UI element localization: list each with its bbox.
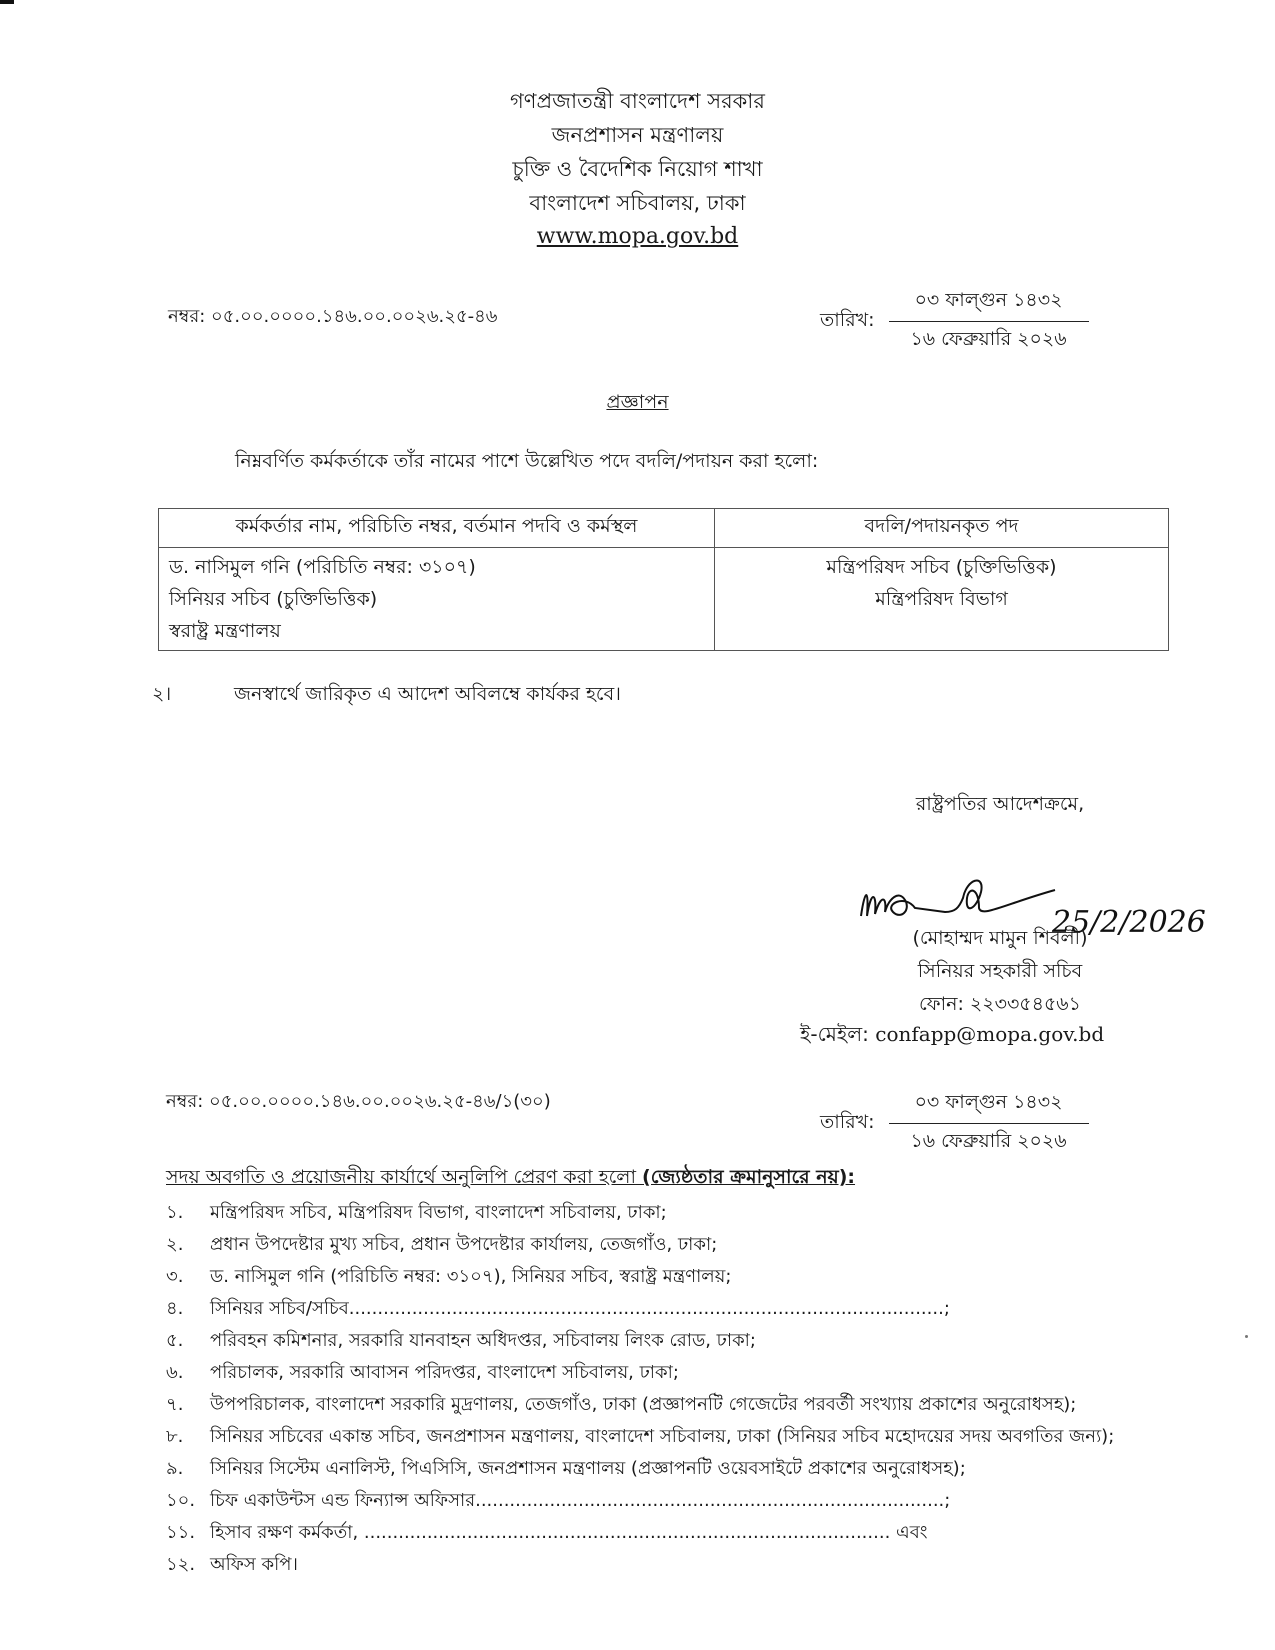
order-paragraph <box>152 680 621 712</box>
memo-date <box>820 286 1089 357</box>
list-item-number: ৯. <box>166 1458 184 1479</box>
list-item-text: উপপরিচালক, বাংলাদেশ সরকারি মুদ্রণালয়, তেজগাঁও, ঢাকা (প্রজ্ঞাপনটি গেজেটের পরবর্তী সংখ্যায় প্রকাশের অনুরোধসহ); <box>210 1394 1077 1415</box>
list-item-number: ৬. <box>166 1362 184 1383</box>
list-item <box>166 1517 1114 1549</box>
transfer-table <box>158 508 1169 651</box>
notice-intro: নিম্নবর্ণিত কর্মকর্তাকে তাঁর নামের পাশে উল্লেখিত পদে বদলি/পদায়ন করা হলো: <box>235 450 819 472</box>
list-item-number: ৮. <box>166 1426 184 1447</box>
scan-speck <box>1245 1335 1248 1338</box>
table-header-posting: বদলি/পদায়নকৃত পদ <box>715 509 1169 548</box>
list-item <box>166 1453 1114 1485</box>
signature-date-text: 25/2/2026 <box>1052 905 1206 940</box>
letterhead-government: গণপ্রজাতন্ত্রী বাংলাদেশ সরকার <box>510 89 765 113</box>
letterhead <box>0 84 1275 254</box>
recipient-list <box>166 1197 1114 1581</box>
list-item <box>166 1293 1114 1325</box>
signatory-phone: ফোন: ২২৩৩৫৪৫৬১ <box>919 993 1081 1015</box>
list-item <box>166 1549 1114 1581</box>
letterhead-address: বাংলাদেশ সচিবালয়, ঢাকা <box>529 191 746 215</box>
memo-reference-number: নম্বর: ০৫.০০.০০০০.১৪৬.০০.০০২৬.২৫-৪৬ <box>168 306 498 327</box>
list-item-text: পরিচালক, সরকারি আবাসন পরিদপ্তর, বাংলাদেশ সচিবালয়, ঢাকা; <box>210 1362 679 1383</box>
list-item-text: মন্ত্রিপরিষদ সচিব, মন্ত্রিপরিষদ বিভাগ, বাংলাদেশ সচিবালয়, ঢাকা; <box>210 1202 667 1223</box>
list-item-number: ১১. <box>166 1522 196 1543</box>
list-item-text: চিফ একাউন্টস এন্ড ফিন্যান্স অফিসার..................................................................................; <box>210 1490 951 1511</box>
letterhead-website-link[interactable]: www.mopa.gov.bd <box>536 224 739 249</box>
list-item <box>166 1325 1114 1357</box>
officer-workplace: স্বরাষ্ট্র মন্ত্রণালয় <box>169 620 281 642</box>
list-item-number: ৫. <box>166 1330 184 1351</box>
officer-cell <box>159 548 715 651</box>
posting-division: মন্ত্রিপরিষদ বিভাগ <box>875 588 1008 610</box>
table-row <box>159 548 1169 651</box>
copy-reference-number: নম্বর: ০৫.০০.০০০০.১৪৬.০০.০০২৬.২৫-৪৬/১(৩০) <box>166 1091 551 1112</box>
list-item-number: ৭. <box>166 1394 184 1415</box>
list-item-number: ১০. <box>166 1490 196 1511</box>
list-item <box>166 1197 1114 1229</box>
list-item-number: ১২. <box>166 1554 196 1575</box>
scan-corner-mark <box>0 0 14 4</box>
list-item-number: ৩. <box>166 1266 184 1287</box>
signatory-email-row <box>800 1020 1104 1053</box>
list-item-text: ড. নাসিমুল গনি (পরিচিতি নম্বর: ৩১০৭), সিনিয়র সচিব, স্বরাষ্ট্র মন্ত্রণালয়; <box>210 1266 732 1287</box>
list-item-text: সিনিয়র সিস্টেম এনালিস্ট, পিএসিসি, জনপ্রশাসন মন্ত্রণালয় (প্রজ্ঞাপনটি ওয়েবসাইটে প্রকাশের অনুরোধসহ); <box>210 1458 966 1479</box>
table-header-officer: কর্মকর্তার নাম, পরিচিতি নম্বর, বর্তমান পদবি ও কর্মস্থল <box>159 509 715 548</box>
notice-title <box>0 388 1275 420</box>
letterhead-ministry: জনপ্রশাসন মন্ত্রণালয় <box>551 123 724 147</box>
paragraph-text: জনস্বার্থে জারিকৃত এ আদেশ অবিলম্বে কার্যকর হবে। <box>234 683 621 705</box>
list-item <box>166 1229 1114 1261</box>
table-header-row <box>159 509 1169 548</box>
list-item-text: সিনিয়র সচিব/সচিব........................................................................................................; <box>210 1298 950 1319</box>
signatory-designation: সিনিয়র সহকারী সচিব <box>917 960 1083 982</box>
copy-date <box>820 1088 1089 1159</box>
list-item-number: ৪. <box>166 1298 184 1319</box>
officer-designation: সিনিয়র সচিব (চুক্তিভিত্তিক) <box>169 588 378 610</box>
email-link[interactable]: confapp@mopa.gov.bd <box>875 1022 1105 1046</box>
list-item-text: প্রধান উপদেষ্টার মুখ্য সচিব, প্রধান উপদেষ্টার কার্যালয়, তেজগাঁও, ঢাকা; <box>210 1234 718 1255</box>
list-item <box>166 1357 1114 1389</box>
copy-date-label: তারিখ: <box>820 1110 875 1133</box>
list-item <box>166 1421 1114 1453</box>
copy-list-heading <box>166 1163 855 1195</box>
list-item <box>166 1485 1114 1517</box>
letterhead-branch: চুক্তি ও বৈদেশিক নিয়োগ শাখা <box>512 157 763 181</box>
email-label: ই-মেইল: <box>800 1022 869 1046</box>
notice-title-text: প্রজ্ঞাপন <box>606 391 669 413</box>
memo-date-label: তারিখ: <box>820 308 875 331</box>
list-item <box>166 1261 1114 1293</box>
officer-name: ড. নাসিমুল গনি (পরিচিতি নম্বর: ৩১০৭) <box>169 556 476 578</box>
order-line: রাষ্ট্রপতির আদেশক্রমে, <box>915 793 1085 815</box>
copy-date-gregorian: ১৬ ফেব্রুয়ারি ২০২৬ <box>910 1130 1067 1152</box>
signatory-name: (মোহাম্মদ মামুন শিবলী) <box>912 927 1088 949</box>
list-item-text: পরিবহন কমিশনার, সরকারি যানবাহন অধিদপ্তর, সচিবালয় লিংক রোড, ঢাকা; <box>210 1330 756 1351</box>
posting-cell <box>715 548 1169 651</box>
copy-heading-bold: (জ্যেষ্ঠতার ক্রমানুসারে নয়): <box>642 1166 856 1188</box>
list-item-text: অফিস কপি। <box>210 1554 298 1575</box>
memo-date-bangla: ০৩ ফাল্গুন ১৪৩২ <box>889 286 1089 322</box>
list-item-text: হিসাব রক্ষণ কর্মকর্তা, ............................................................................................ এবং <box>210 1522 928 1543</box>
posting-designation: মন্ত্রিপরিষদ সচিব (চুক্তিভিত্তিক) <box>826 556 1057 578</box>
memo-date-gregorian: ১৬ ফেব্রুয়ারি ২০২৬ <box>910 328 1067 350</box>
list-item <box>166 1389 1114 1421</box>
list-item-number: ২. <box>166 1234 184 1255</box>
list-item-text: সিনিয়র সচিবের একান্ত সচিব, জনপ্রশাসন মন্ত্রণালয়, বাংলাদেশ সচিবালয়, ঢাকা (সিনিয়র সচিব মহোদয়ের সদয় অবগতির জন্য); <box>210 1426 1115 1447</box>
copy-date-bangla: ০৩ ফাল্গুন ১৪৩২ <box>889 1088 1089 1124</box>
copy-heading-text: সদয় অবগতি ও প্রয়োজনীয় কার্যার্থে অনুলিপি প্রেরণ করা হলো <box>166 1166 636 1188</box>
list-item-number: ১. <box>166 1202 184 1223</box>
paragraph-number: ২। <box>152 683 172 705</box>
